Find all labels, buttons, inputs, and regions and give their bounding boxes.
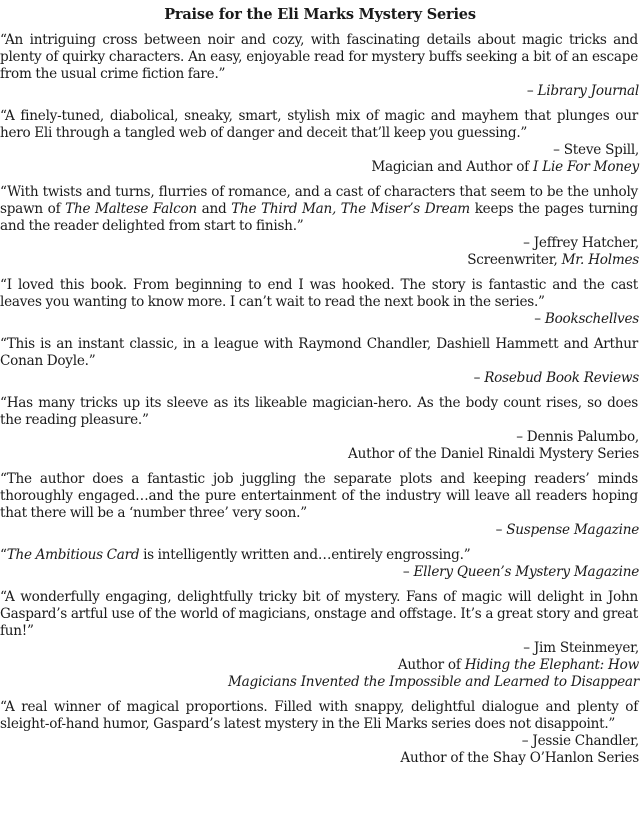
attribution-work-italic: Ellery Queen’s Mystery Magazine [413,564,639,580]
review-quote [0,547,638,564]
quote-text: is intelligently written and…entirely engrossing.” [139,547,471,563]
quote-text: “This is an instant classic, in a league with Raymond Chandler, Dashiell Hammett and Arthur Conan Doyle.” [0,336,638,369]
attribution-text: Author of the Shay O’Hanlon Series [400,750,639,766]
attribution-text: – [473,370,485,386]
attribution-text: – Jeffrey Hatcher, [523,235,639,251]
review-attribution [0,522,639,539]
review-attribution [0,429,639,463]
attribution-work-italic: Magicians Invented the Impossible and Learned to Disappear [228,674,639,690]
quote-text: “Has many tricks up its sleeve as its likeable magician-hero. As the body count rises, so does the reading pleasure.” [0,395,638,428]
attribution-line [0,733,639,750]
quote-text: and [196,201,232,217]
review-entry [0,32,640,100]
attribution-line [0,159,639,176]
quote-text: “With twists and turns, flurries of romance, and a cast of characters that seem to be the unholy spawn of [0,184,638,217]
attribution-text: Screenwriter, [467,252,562,268]
attribution-line [0,252,639,269]
attribution-line [0,83,639,100]
attribution-text: Magician and Author of [371,159,534,175]
attribution-line [0,640,639,657]
attribution-text: – Jim Steinmeyer, [523,640,639,656]
attribution-work-italic: Hiding the Elephant: How [464,657,639,673]
review-entry [0,589,640,691]
quote-text: “A wonderfully engaging, delightfully tricky bit of mystery. Fans of magic will delight in John Gaspard’s artful use of the world of magicians, onstage and offstage. It’s a great story and great fun!” [0,589,638,639]
attribution-work-italic: Suspense Magazine [506,522,639,538]
attribution-text: – [402,564,414,580]
review-quote [0,277,638,311]
attribution-work-italic: Mr. Holmes [561,252,639,268]
attribution-line [0,142,639,159]
review-attribution [0,142,639,176]
attribution-line [0,750,639,767]
review-entry [0,699,640,767]
review-quote [0,32,638,83]
page-title: Praise for the Eli Marks Mystery Series [164,6,476,23]
quote-title-italic: The Ambitious Card [6,547,140,563]
review-quote [0,699,638,733]
review-quote [0,336,638,370]
attribution-text: – Steve Spill, [553,142,639,158]
review-quote [0,395,638,429]
review-attribution [0,235,639,269]
review-entry [0,108,640,176]
review-quote [0,471,638,522]
quote-title-italic: The Maltese Falcon [65,201,197,217]
attribution-text: – [495,522,507,538]
attribution-text: Author of the Daniel Rinaldi Mystery Series [348,446,639,462]
reviews-list [0,32,640,767]
quote-text: “ [0,547,7,563]
review-entry [0,395,640,463]
review-attribution [0,640,639,691]
attribution-text: – Jessie Chandler, [521,733,639,749]
quote-text: “An intriguing cross between noir and cozy, with fascinating details about magic tricks and plenty of quirky characters. An easy, enjoyable read for mystery buffs seeking a bit of an escape from the usual crime fiction fare.” [0,32,638,82]
quote-text: “A finely-tuned, diabolical, sneaky, smart, stylish mix of magic and mayhem that plunges our hero Eli through a tangled web of danger and deceit that’ll keep you guessing.” [0,108,638,141]
attribution-line [0,311,639,328]
attribution-line [0,429,639,446]
review-entry [0,547,640,581]
quote-text: “A real winner of magical proportions. Filled with snappy, delightful dialogue and plenty of sleight-of-hand humor, Gaspard’s latest mystery in the Eli Marks series does not disappoint.” [0,699,638,732]
review-entry [0,336,640,387]
attribution-text: – Dennis Palumbo, [516,429,639,445]
attribution-line [0,657,639,674]
attribution-work-italic: I Lie For Money [533,159,639,175]
attribution-line [0,522,639,539]
attribution-work-italic: Library Journal [537,83,639,99]
review-quote [0,589,638,640]
review-attribution [0,370,639,387]
attribution-text: – [526,83,538,99]
review-quote [0,184,638,235]
attribution-line [0,235,639,252]
review-attribution [0,83,639,100]
quote-text: “The author does a fantastic job juggling the separate plots and keeping readers’ minds thoroughly engaged…and the pure entertainment of the industry will leave all readers hoping that there will be a ‘number three’ very soon.” [0,471,638,521]
review-quote [0,108,638,142]
quote-text: “I loved this book. From beginning to end I was hooked. The story is fantastic and the cast leaves you wanting to know more. I can’t wait to read the next book in the series.” [0,277,638,310]
review-entry [0,277,640,328]
review-attribution [0,564,639,581]
attribution-line [0,674,639,691]
attribution-text: Author of [397,657,465,673]
review-attribution [0,733,639,767]
quote-title-italic: The Third Man, The Miser’s Dream [231,201,470,217]
attribution-work-italic: Rosebud Book Reviews [484,370,639,386]
quote-text: keeps the pages turning and the reader delighted from start to finish.” [0,201,639,234]
review-entry [0,184,640,269]
attribution-line [0,564,639,581]
review-attribution [0,311,639,328]
attribution-text: – [534,311,545,327]
attribution-line [0,370,639,387]
attribution-work-italic: Bookschellves [544,311,639,327]
review-entry [0,471,640,539]
attribution-line [0,446,639,463]
